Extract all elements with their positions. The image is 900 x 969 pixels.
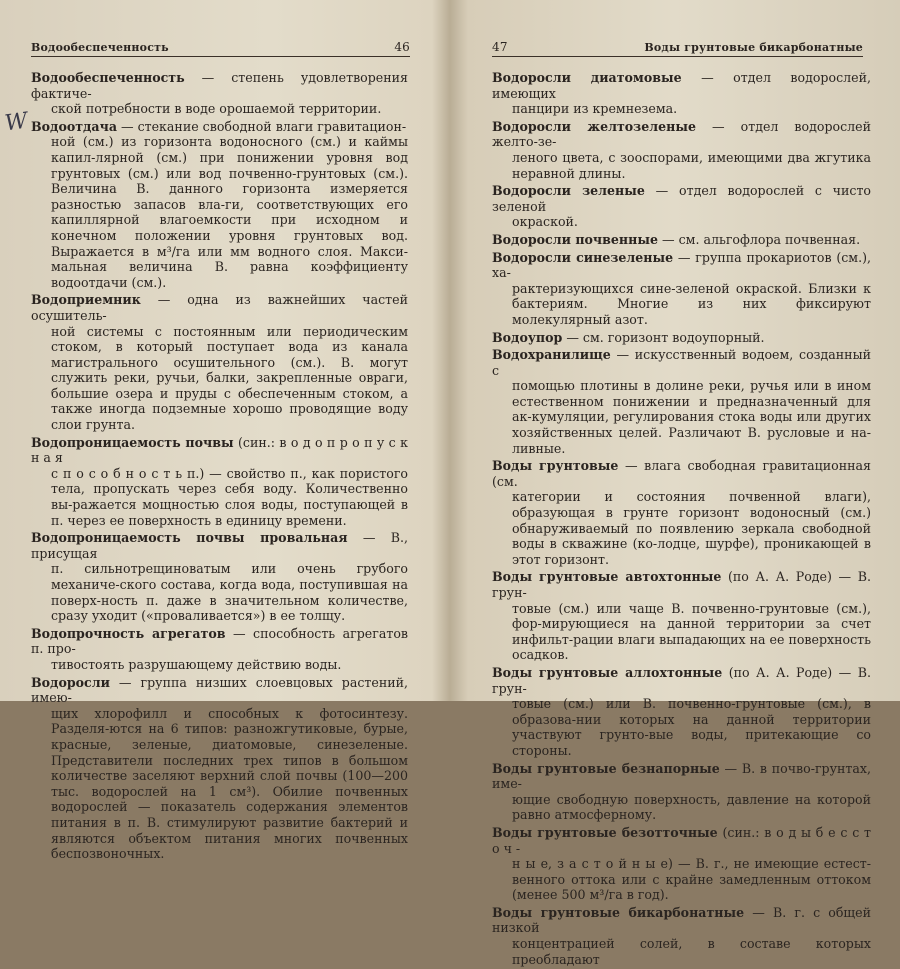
- entry-definition-start: (по А. А. Роде) — В. грун-: [492, 664, 871, 696]
- entry-definition-continuation: тивостоять разрушающему действию воды.: [51, 656, 342, 672]
- entry-definition-continuation: леного цвета, с зооспорами, имеющими два жгутика неравной длины.: [512, 149, 871, 181]
- dictionary-entry: [492, 825, 871, 903]
- dictionary-entry: [31, 292, 408, 432]
- entry-definition-continuation: рактеризующихся сине-зеленой окраской. Близки к бактериям. Многие из них фиксируют молекулярный азот.: [512, 280, 871, 327]
- entry-definition-start: — отдел водорослей с чисто зеленой: [492, 183, 872, 214]
- entry-definition-continuation: с п о с о б н о с т ь п.) — свойство п., как пористого тела, пропускать через себя воду. Количественно вы-ражается мощностью слоя воды, поступающей в п. через ее поверхность в единицу времени.: [51, 465, 408, 528]
- right-page: [450, 0, 900, 967]
- left-running-header: [31, 38, 410, 57]
- dictionary-entry: [31, 530, 408, 624]
- dictionary-entry: [31, 435, 408, 529]
- right-page-number: 47: [492, 40, 508, 54]
- dictionary-entry: [492, 119, 871, 181]
- entry-definition-continuation: ной (см.) из горизонта водоносного (см.) и каймы капил-лярной (см.) при понижении уровня вод грунтовых (см.) или вод почвенно-грунтовых (см.). Величина В. данного горизонта измеряется разностью запасов вла-ги, соответствующих его капиллярной влагоемкости при исходном и конечном положении уровня грунтовых вод. Выражается в м³/га или мм водного слоя. Макси-мальная величина В. равна коэффициенту водоотдачи (см.).: [51, 134, 408, 290]
- entry-definition-start: — см. горизонт водоупорный.: [562, 329, 765, 345]
- left-header-title: Водообеспеченность: [31, 41, 169, 54]
- entry-definition-continuation: п. сильнотрещиноватым или очень грубого механиче-ского состава, когда вода, поступившая на поверх-ность п. даже в значительном количестве, сразу уходит («проваливается») в ее толщу.: [51, 561, 408, 624]
- entry-definition-start: — группа прокариотов (см.), ха-: [492, 249, 872, 281]
- dictionary-entry: [31, 675, 408, 862]
- dictionary-entry: [31, 70, 408, 117]
- entry-definition-start: — степень удовлетворения фактиче-: [31, 70, 408, 101]
- entry-term: Водоприемник: [31, 292, 141, 308]
- entry-definition-start: — одна из важнейших частей осушитель-: [31, 292, 408, 323]
- entry-term: Водоотдача: [31, 118, 117, 134]
- dictionary-entry: [492, 905, 871, 967]
- dictionary-entry: [492, 347, 871, 456]
- entry-term: Воды грунтовые безотточные: [492, 824, 718, 840]
- dictionary-entry: [31, 119, 408, 291]
- entry-term: Водоросли зеленые: [492, 183, 645, 199]
- dictionary-entry: [31, 626, 408, 673]
- entry-definition-continuation: ной системы с постоянным или периодическим стоком, в который поступает вода из канала магистрального осушительного (см.). В. могут служить реки, ручьи, балки, закрепленные овраги, большие озера и пруды с обеспеченным стоком, а также иногда подземные хорошо проводящие воду слои грунта.: [51, 323, 408, 433]
- entry-definition-start: — В. г. с общей низкой: [492, 904, 871, 936]
- entry-definition-start: — отдел водорослей, имеющих: [492, 70, 871, 101]
- entry-term: Воды грунтовые аллохтонные: [492, 664, 723, 680]
- entry-definition-start: — В., присущая: [31, 530, 408, 561]
- entry-definition-continuation: щих хлорофилл и способных к фотосинтезу. Разделя-ются на 6 типов: разножгутиковые, бурые, красные, зеленые, диатомовые, синезеленые. Представители последних трех типов в большом количестве заселяют верхний слой почвы (100—200 тыс. водорослей на 1 см³). Обилие почвенных водорослей — показатель содержания элементов питания в п. В. стимулируют развитие бактерий и являются объектом питания многих почвенных беспозвоночных.: [51, 705, 408, 862]
- left-page-body: [31, 70, 408, 864]
- entry-definition-start: — отдел водорослей желто-зе-: [492, 118, 871, 150]
- dictionary-entry: [492, 70, 871, 117]
- entry-term: Водопроницаемость почвы провальная: [31, 530, 348, 546]
- dictionary-entry: [492, 232, 871, 248]
- entry-definition-start: — способность агрегатов п. про-: [31, 625, 409, 657]
- dictionary-entry: [492, 183, 871, 230]
- entry-definition-continuation: категории и состояния почвенной влаги), образующая в грунте горизонт водоносный (см.) обнаруживаемый по появлению зеркала свободной воды в скважине (ко-лодце, шурфе), проникающей в этот горизонт.: [512, 489, 871, 567]
- entry-definition-start: (син.: в о д ы б е с с т о ч -: [492, 824, 872, 856]
- entry-term: Водоросли: [31, 674, 110, 690]
- dictionary-entry: [492, 330, 871, 346]
- entry-term: Водопрочность агрегатов: [31, 625, 226, 641]
- entry-term: Воды грунтовые: [492, 458, 619, 474]
- entry-term: Водопроницаемость почвы: [31, 434, 234, 450]
- handwritten-margin-mark: W: [3, 108, 30, 137]
- entry-definition-start: — В. в почво-грунтах, име-: [492, 760, 871, 792]
- entry-term: Воды грунтовые бикарбонатные: [492, 904, 745, 920]
- right-header-title: Воды грунтовые бикарбонатные: [644, 41, 863, 54]
- dictionary-entry: [492, 458, 871, 567]
- entry-term: Водоросли желтозеленые: [492, 118, 696, 134]
- entry-term: Водоупор: [492, 329, 563, 345]
- entry-definition-continuation: ющие свободную поверхность, давление на которой равно атмосферному.: [512, 791, 871, 823]
- entry-definition-continuation: помощью плотины в долине реки, ручья или в ином естественном понижении и предназначенный для ак-кумуляции, регулирования стока воды или других хозяйственных целей. Различают В. русловые и на-ливные.: [512, 378, 871, 456]
- left-page-number: 46: [394, 40, 410, 54]
- entry-definition-continuation: товые (см.) или В. почвенно-грунтовые (см.), в образова-нии которых на данной территории участвуют грунто-вые воды, притекающие со стороны.: [512, 696, 871, 758]
- dictionary-entry: [492, 665, 871, 759]
- entry-definition-continuation: н ы е, з а с т о й н ы е) — В. г., не имеющие естест-венного оттока или с крайне замедленным оттоком (менее 500 м³/га в год).: [512, 856, 871, 903]
- entry-definition-start: (син.: в о д о п р о п у с к н а я: [31, 434, 408, 466]
- entry-term: Воды грунтовые безнапорные: [492, 760, 720, 776]
- entry-term: Водоросли синезеленые: [492, 249, 674, 265]
- left-page: [0, 0, 450, 862]
- right-running-header: [492, 38, 863, 57]
- entry-term: Водоросли почвенные: [492, 231, 658, 247]
- right-page-body: [492, 70, 871, 969]
- entry-definition-start: — стекание свободной влаги гравитацион-: [116, 118, 407, 134]
- dictionary-entry: [492, 569, 871, 663]
- entry-definition-start: — влага свободная гравитационная (см.: [492, 458, 871, 489]
- entry-definition-start: — см. альгофлора почвенная.: [658, 231, 861, 247]
- entry-term: Воды грунтовые автохтонные: [492, 569, 722, 585]
- dictionary-entry: [492, 761, 871, 823]
- entry-definition-start: (по А. А. Роде) — В. грун-: [492, 569, 871, 600]
- entry-definition-continuation: концентрацией солей, в составе которых преобладают: [512, 936, 871, 967]
- entry-definition-start: — группа низших слоевцовых растений, имею-: [31, 674, 408, 706]
- entry-definition-continuation: панцири из кремнезема.: [512, 101, 678, 117]
- entry-definition-continuation: товые (см.) или чаще В. почвенно-грунтовые (см.), фор-мирующиеся на данной территории за счет инфильт-рации влаги выпадающих на ее поверхность осадков.: [512, 600, 871, 663]
- entry-term: Водообеспеченность: [31, 70, 185, 85]
- entry-definition-start: — искусственный водоем, созданный с: [492, 347, 871, 378]
- entry-term: Водоросли диатомовые: [492, 70, 682, 85]
- entry-definition-continuation: ской потребности в воде орошаемой территории.: [51, 101, 382, 117]
- entry-term: Водохранилище: [492, 347, 611, 363]
- entry-definition-continuation: окраской.: [512, 214, 578, 230]
- dictionary-entry: [492, 250, 871, 328]
